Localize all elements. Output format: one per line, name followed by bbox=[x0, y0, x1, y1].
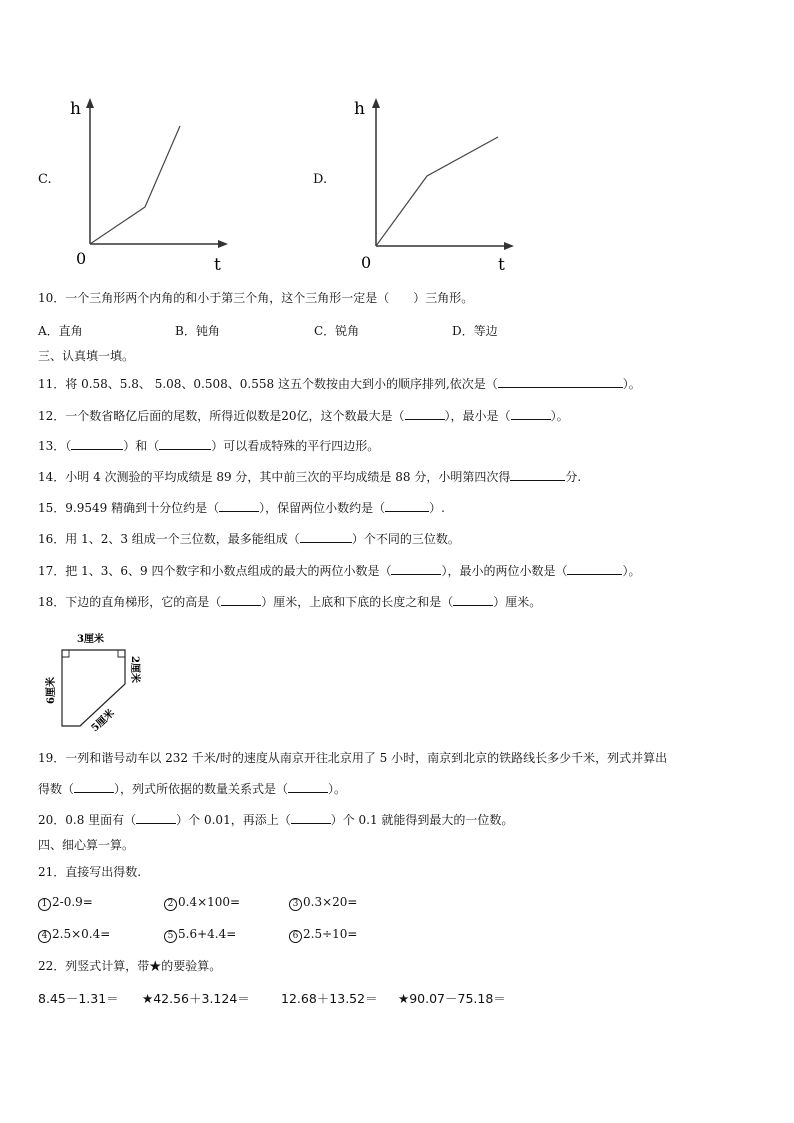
q20-text-a: 20．0.8 里面有（ bbox=[38, 813, 137, 827]
q12-text-c: ）。 bbox=[550, 409, 569, 423]
q11-answer-blank[interactable] bbox=[498, 375, 623, 388]
q16-text-b: ）个不同的三位数。 bbox=[351, 532, 460, 546]
graph-c bbox=[62, 92, 242, 274]
question-19-line2 bbox=[38, 780, 346, 797]
q17-text-b: ），最小的两位小数是（ bbox=[441, 564, 568, 578]
question-12 bbox=[38, 407, 569, 424]
q20-blank-1[interactable] bbox=[136, 811, 176, 824]
q19-text-b: ），列式所依据的数量关系式是（ bbox=[114, 782, 289, 796]
q20-text-b: ）个 0.01，再添上（ bbox=[176, 813, 291, 827]
graph-d-t-label: t bbox=[498, 255, 505, 274]
trapezoid-left-label: 6厘米 bbox=[46, 677, 57, 704]
circled-number-4: 4 bbox=[38, 930, 51, 943]
q12-blank-max[interactable] bbox=[405, 407, 445, 420]
q15-text-c: ）. bbox=[429, 501, 445, 515]
graph-d bbox=[348, 92, 528, 274]
question-11 bbox=[38, 375, 641, 392]
q13-text-a: 13．（ bbox=[38, 439, 72, 453]
circled-number-2: 2 bbox=[164, 898, 177, 911]
option-d-label: D. bbox=[313, 172, 328, 187]
trapezoid-right-label: 2厘米 bbox=[129, 656, 140, 683]
question-16 bbox=[38, 530, 460, 547]
q10-option-d: D．等边 bbox=[452, 324, 498, 338]
graph-d-h-label: h bbox=[354, 99, 365, 119]
q17-blank-2[interactable] bbox=[567, 562, 622, 575]
q21-item-2 bbox=[164, 895, 240, 911]
q11-end: ）。 bbox=[622, 377, 641, 391]
q21-item-1 bbox=[38, 895, 93, 911]
question-15 bbox=[38, 499, 445, 516]
q21-expr-3: 0.3×20= bbox=[303, 895, 358, 909]
graph-c-y-arrow bbox=[86, 98, 94, 108]
q14-blank[interactable] bbox=[510, 468, 565, 481]
right-angle-mark-left bbox=[62, 650, 69, 657]
q16-text-a: 16．用 1、2、3 组成一个三位数，最多能组成（ bbox=[38, 532, 300, 546]
q21-item-4 bbox=[38, 927, 110, 943]
q15-text-a: 15．9.9549 精确到十分位约是（ bbox=[38, 501, 220, 515]
q18-blank-1[interactable] bbox=[221, 593, 261, 606]
graph-d-x-arrow bbox=[504, 242, 514, 250]
trapezoid-top-label: 3厘米 bbox=[77, 634, 104, 645]
q20-text-c: ）个 0.1 就能得到最大的一位数。 bbox=[330, 813, 514, 827]
q13-blank-1[interactable] bbox=[71, 437, 123, 450]
graph-d-y-arrow bbox=[372, 98, 380, 108]
question-13 bbox=[38, 437, 379, 454]
q13-text-b: ）和（ bbox=[123, 439, 160, 453]
q16-blank[interactable] bbox=[300, 530, 352, 543]
q10-option-c: C．锐角 bbox=[314, 324, 360, 338]
section-3-heading: 三、认真填一填。 bbox=[38, 349, 135, 363]
question-10 bbox=[38, 290, 473, 306]
right-trapezoid-figure bbox=[40, 626, 150, 738]
right-angle-mark-right bbox=[118, 650, 125, 657]
q14-text-a: 14．小明 4 次测验的平均成绩是 89 分，其中前三次的平均成绩是 88 分，小明第四次得 bbox=[38, 470, 511, 484]
q22-expr-3: 12.68＋13.52＝ bbox=[281, 991, 378, 1006]
q12-text-b: ），最小是（ bbox=[444, 409, 511, 423]
q21-expr-5: 5.6+4.4= bbox=[178, 927, 237, 941]
graph-c-origin: 0 bbox=[76, 249, 87, 268]
q13-blank-2[interactable] bbox=[159, 437, 211, 450]
question-14 bbox=[38, 468, 581, 485]
q22-expr-1: 8.45－1.31＝ bbox=[38, 991, 119, 1006]
q18-text-c: ）厘米。 bbox=[493, 595, 542, 609]
q12-text-a: 12．一个数省略亿后面的尾数，所得近似数是20亿，这个数最大是（ bbox=[38, 409, 405, 423]
circled-number-5: 5 bbox=[164, 930, 177, 943]
q21-expr-6: 2.5÷10= bbox=[303, 927, 358, 941]
q17-blank-1[interactable] bbox=[391, 562, 441, 575]
q19-blank-2[interactable] bbox=[288, 780, 328, 793]
circled-number-3: 3 bbox=[289, 898, 302, 911]
q20-blank-2[interactable] bbox=[291, 811, 331, 824]
q10-option-a: A．直角 bbox=[38, 324, 83, 338]
option-c-label: C. bbox=[38, 172, 52, 187]
q21-expr-4: 2.5×0.4= bbox=[52, 927, 111, 941]
question-22-stem: 22．列竖式计算，带★的要验算。 bbox=[38, 959, 222, 973]
q19-blank-1[interactable] bbox=[74, 780, 114, 793]
q13-text-c: ）可以看成特殊的平行四边形。 bbox=[211, 439, 380, 453]
q22-expr-2: ★42.56＋3.124＝ bbox=[142, 991, 250, 1006]
q12-blank-min[interactable] bbox=[511, 407, 551, 420]
q14-text-b: 分. bbox=[565, 470, 582, 484]
q17-text-a: 17．把 1、3、6、9 四个数字和小数点组成的最大的两位小数是（ bbox=[38, 564, 392, 578]
question-18 bbox=[38, 593, 541, 610]
q11-text: 11．将 0.58、5.8、 5.08、0.508、0.558 这五个数按由大到小的顺序排列,依次是（ bbox=[38, 377, 498, 391]
q19-text-c: ）。 bbox=[328, 782, 347, 796]
q18-text-a: 18．下边的直角梯形，它的高是（ bbox=[38, 595, 222, 609]
circled-number-6: 6 bbox=[289, 930, 302, 943]
graph-c-h-label: h bbox=[70, 99, 81, 119]
q15-text-b: ），保留两位小数约是（ bbox=[259, 501, 386, 515]
graph-c-t-label: t bbox=[214, 255, 221, 274]
graph-d-line bbox=[376, 137, 498, 246]
question-19-line1: 19．一列和谐号动车以 232 千米/时的速度从南京开往北京用了 5 小时，南京到北京的铁路线长多少千米，列式并算出 bbox=[38, 751, 668, 765]
circled-number-1: 1 bbox=[38, 898, 51, 911]
q21-item-5 bbox=[164, 927, 236, 943]
graph-c-line bbox=[90, 126, 180, 244]
section-4-heading: 四、细心算一算。 bbox=[38, 838, 135, 852]
graph-c-x-arrow bbox=[218, 240, 228, 248]
q18-blank-2[interactable] bbox=[453, 593, 493, 606]
q21-expr-1: 2-0.9= bbox=[52, 895, 93, 909]
q21-item-3 bbox=[289, 895, 357, 911]
q21-item-6 bbox=[289, 927, 357, 943]
q18-text-b: ）厘米，上底和下底的长度之和是（ bbox=[261, 595, 454, 609]
trapezoid-slant-label: 5厘米 bbox=[89, 707, 117, 735]
question-21-stem: 21．直接写出得数. bbox=[38, 865, 142, 879]
q19-text-a: 得数（ bbox=[38, 782, 75, 796]
question-17 bbox=[38, 562, 640, 579]
q21-expr-2: 0.4×100= bbox=[178, 895, 241, 909]
q10-option-b: B．钝角 bbox=[175, 324, 220, 338]
q17-text-c: ）。 bbox=[622, 564, 641, 578]
graph-d-origin: 0 bbox=[361, 253, 372, 272]
q22-expr-4: ★90.07－75.18＝ bbox=[398, 991, 506, 1006]
q15-blank-1[interactable] bbox=[219, 499, 259, 512]
question-20 bbox=[38, 811, 513, 828]
question-10-stem: 10．一个三角形两个内角的和小于第三个角，这个三角形一定是（ ）三角形。 bbox=[38, 291, 474, 305]
q15-blank-2[interactable] bbox=[385, 499, 429, 512]
